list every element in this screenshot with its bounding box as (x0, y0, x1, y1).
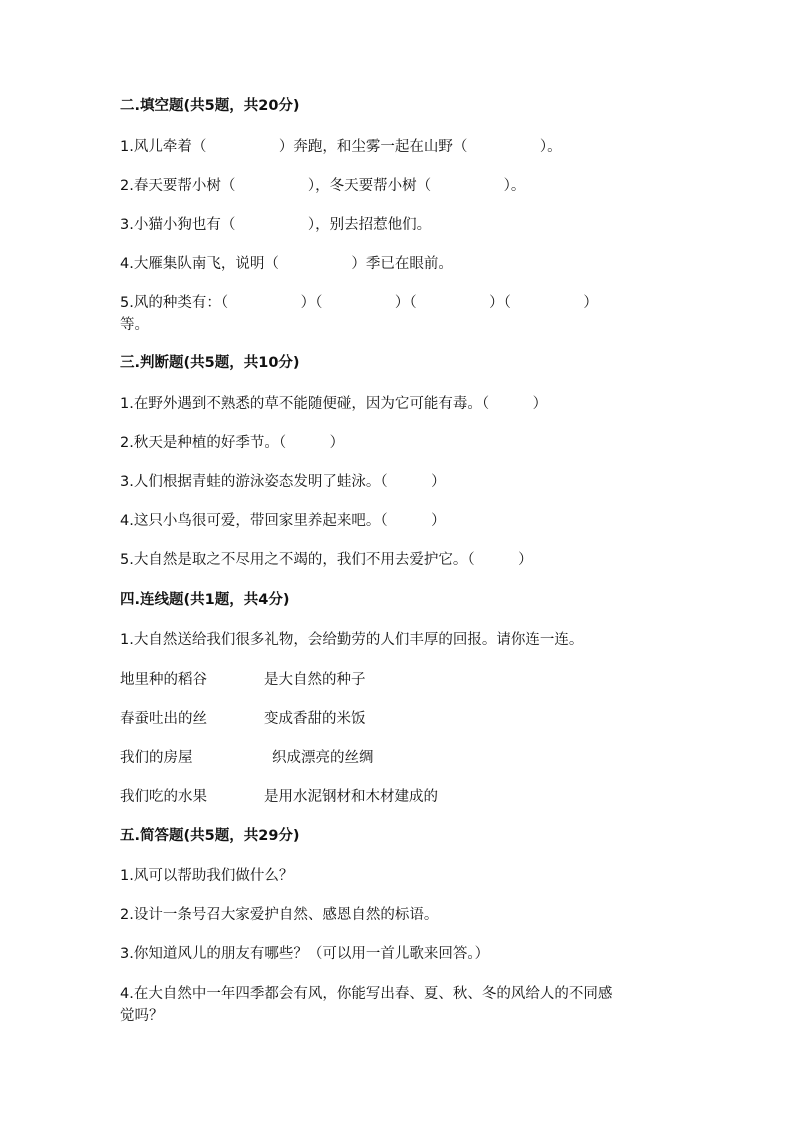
match-right-item: 织成漂亮的丝绸 (272, 750, 374, 766)
match-left-item: 春蚕吐出的丝 (120, 711, 207, 727)
fill-question-1: 1.风儿牵着（ ）奔跑，和尘雾一起在山野（ ）。 (120, 139, 562, 155)
match-right-item: 变成香甜的米饭 (264, 711, 366, 727)
judge-question-1: 1.在野外遇到不熟悉的草不能随便碰，因为它可能有毒。（ ） (120, 396, 548, 412)
match-right-item: 是用水泥钢材和木材建成的 (264, 789, 438, 805)
section-5-title: 五.简答题(共5题，共29分) (120, 828, 300, 844)
fill-question-2: 2.春天要帮小树（ ），冬天要帮小树（ ）。 (120, 178, 526, 194)
match-left-item: 我们吃的水果 (120, 789, 207, 805)
judge-question-4: 4.这只小鸟很可爱，带回家里养起来吧。（ ） (120, 513, 446, 529)
short-question-3: 3.你知道风儿的朋友有哪些？（可以用一首儿歌来回答。） (120, 946, 490, 962)
section-3-title: 三.判断题(共5题，共10分) (120, 355, 300, 371)
match-question-1: 1.大自然送给我们很多礼物，会给勤劳的人们丰厚的回报。请你连一连。 (120, 632, 584, 648)
fill-question-5-cont: 等。 (120, 317, 149, 333)
fill-question-4: 4.大雁集队南飞，说明（ ）季已在眼前。 (120, 256, 453, 272)
short-question-1: 1.风可以帮助我们做什么？ (120, 868, 294, 884)
match-right-item: 是大自然的种子 (264, 672, 366, 688)
judge-question-5: 5.大自然是取之不尽用之不竭的，我们不用去爱护它。（ ） (120, 552, 533, 568)
fill-question-5: 5.风的种类有：（ ）（ ）（ ）（ ） (120, 295, 598, 311)
judge-question-2: 2.秋天是种植的好季节。（ ） (120, 435, 345, 451)
section-2-title: 二.填空题(共5题，共20分) (120, 98, 300, 114)
judge-question-3: 3.人们根据青蛙的游泳姿态发明了蛙泳。（ ） (120, 474, 446, 490)
section-4-title: 四.连线题(共1题，共4分) (120, 592, 290, 608)
match-left-item: 地里种的稻谷 (120, 672, 207, 688)
short-question-4-cont: 觉吗？ (120, 1008, 164, 1024)
short-question-2: 2.设计一条号召大家爱护自然、感恩自然的标语。 (120, 907, 439, 923)
short-question-4: 4.在大自然中一年四季都会有风，你能写出春、夏、秋、冬的风给人的不同感 (120, 986, 613, 1002)
match-left-item: 我们的房屋 (120, 750, 193, 766)
fill-question-3: 3.小猫小狗也有（ ），别去招惹他们。 (120, 217, 432, 233)
